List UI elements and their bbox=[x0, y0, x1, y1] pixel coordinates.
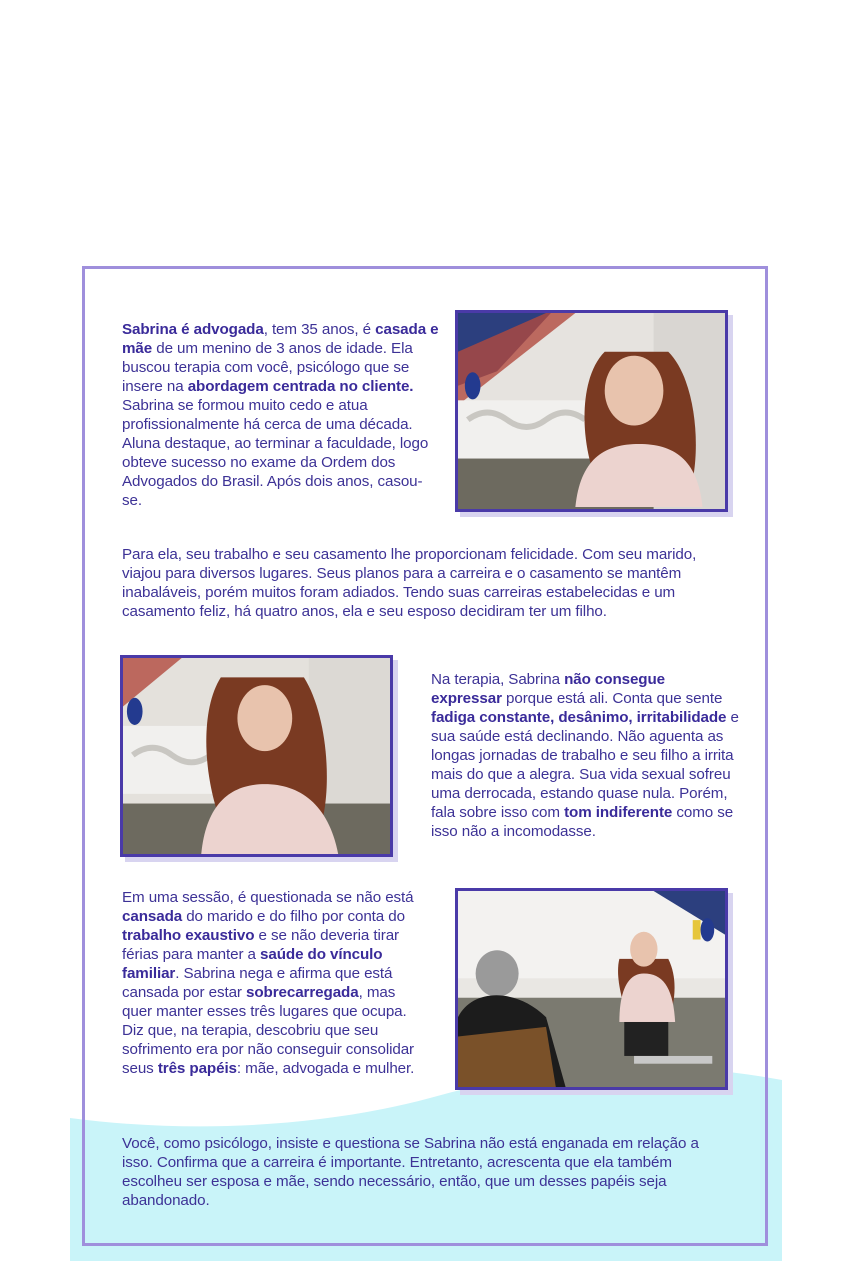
photo-woman-talking bbox=[455, 310, 728, 512]
highlighted-text: não consegue expressar bbox=[431, 671, 666, 707]
therapy-paragraph bbox=[431, 670, 739, 841]
body-text: porque está ali. Conta que sente bbox=[501, 690, 723, 707]
body-text: e se não deveria tirar férias para manter a bbox=[122, 927, 399, 963]
highlighted-text: tom indiferente bbox=[564, 804, 673, 821]
highlighted-text: três papéis bbox=[157, 1060, 237, 1077]
highlighted-text: fadiga constante, desânimo, irritabilidade bbox=[431, 709, 727, 726]
body-text: : mãe, advogada e mulher. bbox=[236, 1060, 415, 1077]
highlighted-text: cansada bbox=[122, 908, 183, 925]
highlighted-text: saúde do vínculo familiar bbox=[122, 946, 383, 982]
highlighted-text: Sabrina é advogada bbox=[122, 321, 264, 338]
session-paragraph bbox=[122, 888, 418, 1078]
body-text: Você, como psicólogo, insiste e questiona se Sabrina não está enganada em relação a isso. Confirma que a carreira é importante. Entretanto, acrescenta que ela também escolheu ser esposa e mãe, sendo necessário, então, que um desses papéis seja abandonado. bbox=[122, 1135, 699, 1209]
body-text: . Sabrina nega e afirma que está cansada por estar bbox=[122, 965, 393, 1001]
body-text: Sabrina se formou muito cedo e atua profissionalmente há cerca de uma década. Aluna destaque, ao terminar a faculdade, logo obteve sucesso no exame da Ordem dos Advogados do Brasil. Após dois anos, casou-se. bbox=[122, 397, 429, 509]
photo-woman-sad bbox=[120, 655, 393, 857]
photo-therapy-session bbox=[455, 888, 728, 1090]
body-text: , tem 35 anos, é bbox=[263, 321, 376, 338]
body-text: Na terapia, Sabrina bbox=[431, 671, 565, 688]
highlighted-text: trabalho exaustivo bbox=[122, 927, 255, 944]
highlighted-text: abordagem centrada no cliente. bbox=[187, 378, 414, 395]
intro-paragraph bbox=[122, 320, 440, 510]
body-text: do marido e do filho por conta do bbox=[182, 908, 405, 925]
marriage-paragraph bbox=[122, 545, 732, 621]
highlighted-text: casada e mãe bbox=[122, 321, 439, 357]
body-text: de um menino de 3 anos de idade. Ela buscou terapia com você, psicólogo que se insere na bbox=[122, 340, 413, 395]
body-text: e sua saúde está declinando. Não aguenta as longas jornadas de trabalho e seu filho a irrita mais do que a alegra. Sua vida sexual sofreu uma derrocada, estando quase nula. Porém, fala sobre isso com bbox=[431, 709, 739, 821]
highlighted-text: sobrecarregada bbox=[246, 984, 359, 1001]
body-text: Para ela, seu trabalho e seu casamento lhe proporcionam felicidade. Com seu marido, viajou para diversos lugares. Seus planos para a carreira e o casamento se mantêm inabaláveis, porém muitos foram adiados. Tendo suas carreiras estabelecidas e um casamento feliz, há quatro anos, ela e seu esposo decidiram ter um filho. bbox=[122, 546, 697, 620]
psychologist-paragraph bbox=[122, 1134, 730, 1210]
body-text: Em uma sessão, é questionada se não está bbox=[122, 889, 414, 906]
body-text: , mas quer manter esses três lugares que ocupa. Diz que, na terapia, descobriu que seu sofrimento era por não conseguir consolidar seus bbox=[122, 984, 415, 1077]
body-text: como se isso não a incomodasse. bbox=[431, 804, 734, 840]
